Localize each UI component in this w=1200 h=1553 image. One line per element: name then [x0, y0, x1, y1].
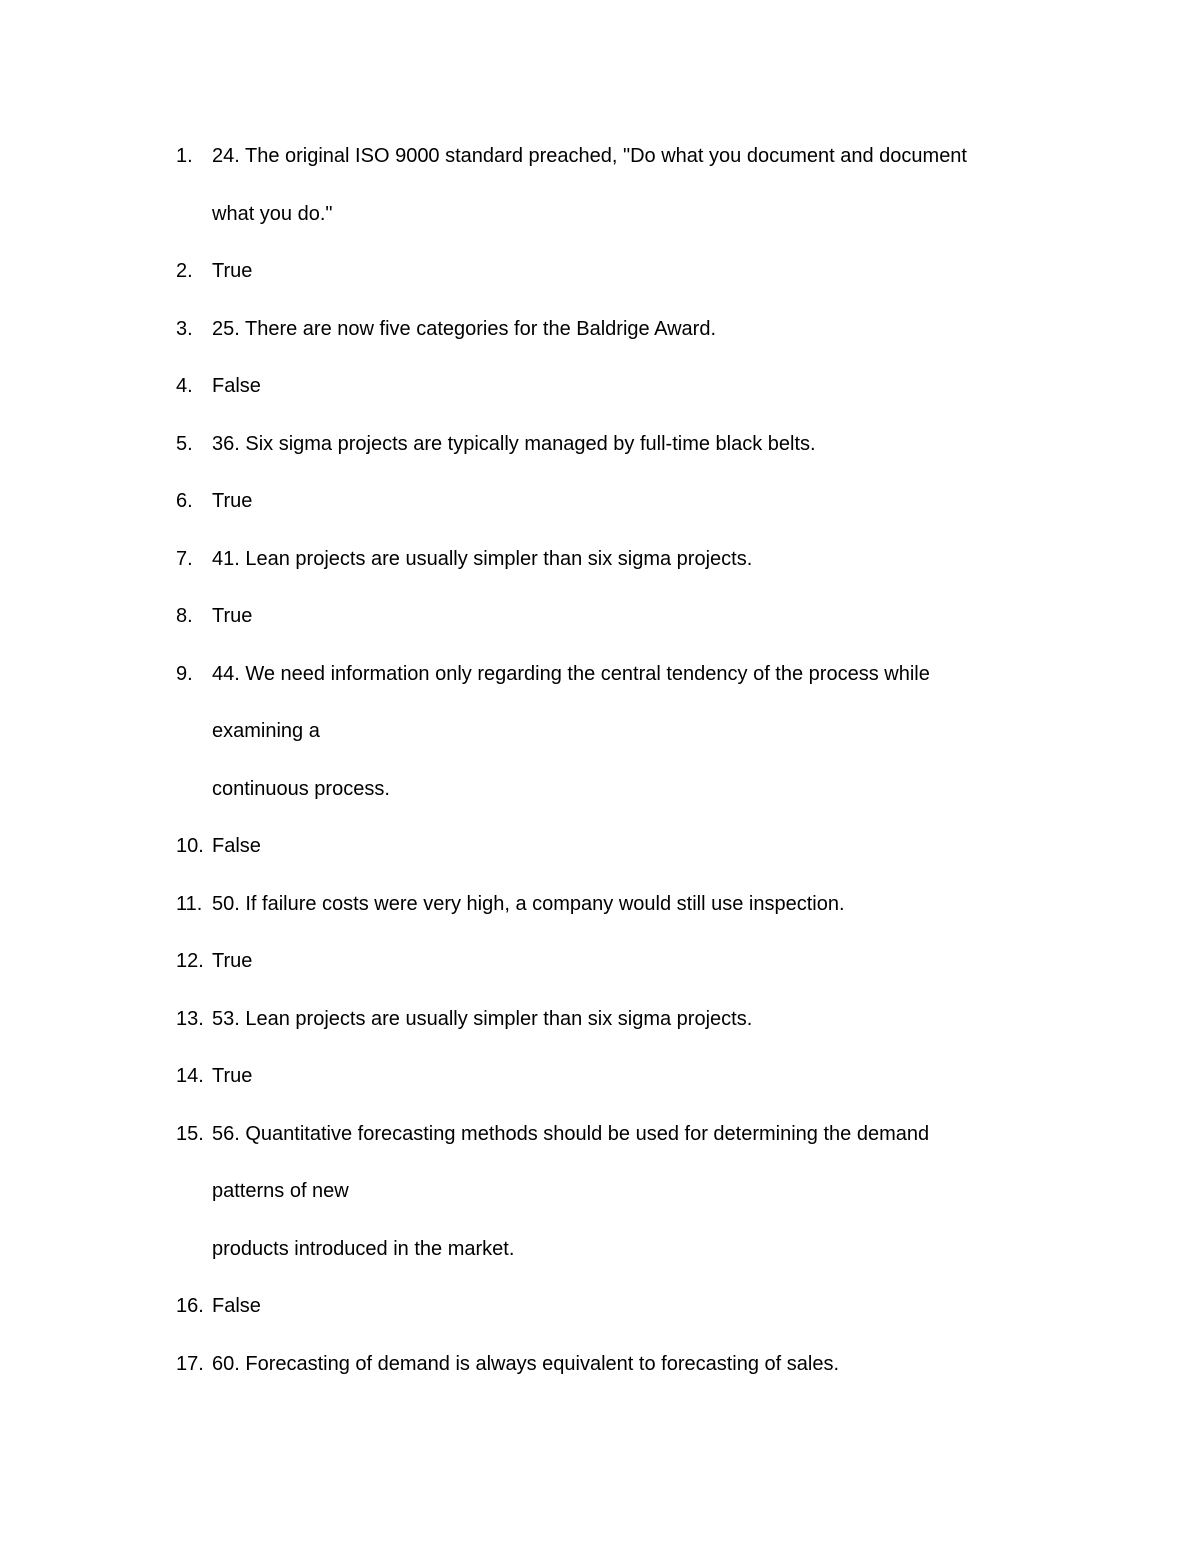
- item-text: 50. If failure costs were very high, a company would still use inspection.: [212, 892, 845, 915]
- item-text: products introduced in the market.: [212, 1237, 515, 1260]
- list-item: [176, 1001, 1076, 1059]
- item-text: 36. Six sigma projects are typically managed by full-time black belts.: [212, 432, 816, 455]
- item-text: 41. Lean projects are usually simpler than six sigma projects.: [212, 547, 753, 570]
- item-text: examining a: [212, 720, 320, 742]
- item-text: False: [212, 1295, 261, 1317]
- item-text: False: [212, 835, 261, 857]
- item-number: 5.: [176, 432, 193, 455]
- item-number: 3.: [176, 317, 193, 340]
- item-number: 9.: [176, 662, 193, 685]
- item-number: 7.: [176, 547, 193, 570]
- list-item: [176, 713, 1076, 771]
- item-text: 24. The original ISO 9000 standard preached, "Do what you document and document: [212, 145, 967, 167]
- item-number: 14.: [176, 1065, 204, 1087]
- list-item: [176, 771, 1076, 829]
- item-number: 10.: [176, 835, 204, 857]
- item-number: 4.: [176, 375, 193, 397]
- item-number: 17.: [176, 1352, 204, 1375]
- item-text: 60. Forecasting of demand is always equivalent to forecasting of sales.: [212, 1352, 840, 1375]
- list-item: [176, 886, 1076, 944]
- item-text: continuous process.: [212, 777, 390, 800]
- item-text: True: [212, 605, 253, 627]
- list-item: [176, 541, 1076, 599]
- list-item: [176, 1173, 1076, 1231]
- list-item: [176, 311, 1076, 369]
- item-text: 44. We need information only regarding the central tendency of the process while: [212, 662, 930, 685]
- list-item: [176, 368, 1076, 426]
- list-item: [176, 943, 1076, 1001]
- list-item: [176, 426, 1076, 484]
- item-text: True: [212, 1065, 253, 1087]
- list-item: [176, 138, 1076, 196]
- item-number: 1.: [176, 145, 193, 167]
- item-number: 16.: [176, 1295, 204, 1317]
- item-number: 2.: [176, 260, 193, 282]
- list-item: [176, 1116, 1076, 1174]
- item-text: 53. Lean projects are usually simpler than six sigma projects.: [212, 1007, 753, 1030]
- item-number: 15.: [176, 1122, 204, 1145]
- item-text: what you do.": [212, 202, 333, 225]
- item-text: 25. There are now five categories for the Baldrige Award.: [212, 317, 716, 340]
- list-item: [176, 253, 1076, 311]
- list-item: [176, 196, 1076, 254]
- list-item: [176, 1231, 1076, 1289]
- item-number: 8.: [176, 605, 193, 627]
- list-item: [176, 1288, 1076, 1346]
- list-item: [176, 1346, 1076, 1404]
- item-text: True: [212, 260, 253, 282]
- list-item: [176, 828, 1076, 886]
- item-text: 56. Quantitative forecasting methods should be used for determining the demand: [212, 1122, 930, 1145]
- item-number: 6.: [176, 490, 193, 512]
- item-text: True: [212, 950, 253, 972]
- list-item: [176, 656, 1076, 714]
- list-item: [176, 1058, 1076, 1116]
- numbered-list: [176, 138, 1076, 1403]
- item-text: patterns of new: [212, 1180, 349, 1202]
- item-number: 12.: [176, 950, 204, 972]
- item-text: False: [212, 375, 261, 397]
- item-text: True: [212, 490, 253, 512]
- list-item: [176, 483, 1076, 541]
- list-item: [176, 598, 1076, 656]
- item-number: 11.: [176, 892, 203, 915]
- item-number: 13.: [176, 1007, 204, 1030]
